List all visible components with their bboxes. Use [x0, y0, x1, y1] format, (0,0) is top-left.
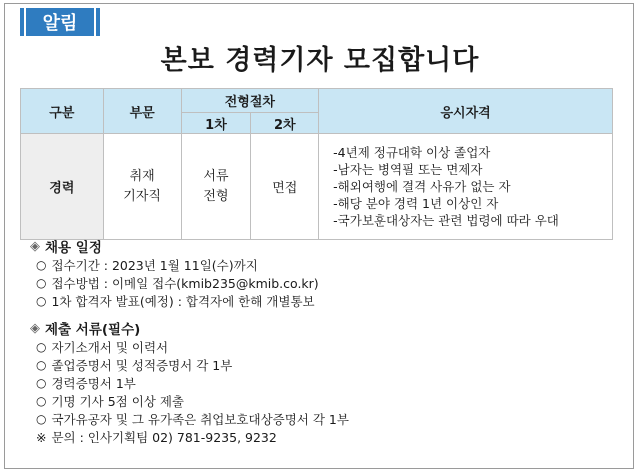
division-text: 취재 기자직	[123, 168, 161, 204]
circle-bullet-icon: ○	[36, 394, 47, 408]
circle-bullet-icon: ○	[36, 358, 47, 372]
circle-bullet-icon: ○	[36, 276, 47, 290]
document-item-text: 국가유공자 및 그 유가족은 취업보호대상증명서 각 1부	[51, 412, 349, 427]
qualification-item: -4년제 정규대학 이상 졸업자	[333, 145, 491, 160]
details-section	[30, 236, 620, 446]
schedule-heading	[30, 236, 620, 256]
list-item	[30, 374, 620, 392]
document-item-text: 졸업증명서 및 성적증명서 각 1부	[51, 358, 233, 373]
page-title: 본보 경력기자 모집합니다	[160, 45, 480, 76]
list-item	[30, 410, 620, 428]
header-qualification: 응시자격	[319, 89, 613, 134]
reference-mark-icon: ※	[36, 429, 47, 445]
header-round2: 2차	[251, 113, 319, 134]
cell-division	[103, 134, 181, 240]
circle-bullet-icon: ○	[36, 376, 47, 390]
list-item	[30, 338, 620, 356]
notice-label: 알림	[26, 8, 94, 36]
circle-bullet-icon: ○	[36, 258, 47, 272]
list-item	[30, 256, 620, 274]
circle-bullet-icon: ○	[36, 412, 47, 426]
recruitment-table	[20, 88, 613, 240]
list-item	[30, 292, 620, 310]
schedule-title: 채용 일정	[45, 240, 102, 256]
cell-qualifications	[319, 134, 613, 240]
header-round1: 1차	[181, 113, 251, 134]
qualification-item: -해당 분야 경력 1년 이상인 자	[333, 196, 499, 211]
list-item	[30, 356, 620, 374]
header-category: 구분	[21, 89, 104, 134]
document-item-text: 경력증명서 1부	[51, 376, 136, 391]
contact-line	[30, 428, 620, 446]
cell-round1	[181, 134, 251, 240]
schedule-item-text: 1차 합격자 발표(예정) : 합격자에 한해 개별통보	[51, 294, 315, 309]
round1-text: 서류 전형	[203, 168, 229, 204]
documents-heading	[30, 318, 620, 338]
documents-title: 제출 서류(필수)	[45, 322, 141, 338]
schedule-item-text: 접수기간 : 2023년 1월 11일(수)까지	[51, 258, 258, 273]
qualification-item: -해외여행에 결격 사유가 없는 자	[333, 179, 511, 194]
list-item	[30, 392, 620, 410]
circle-bullet-icon: ○	[36, 340, 47, 354]
cell-round2: 면접	[251, 134, 319, 240]
document-item-text: 기명 기사 5점 이상 제출	[51, 394, 185, 409]
notice-bar-left	[20, 8, 24, 36]
list-item	[30, 274, 620, 292]
header-division: 부문	[103, 89, 181, 134]
diamond-icon: ◈	[30, 238, 40, 254]
circle-bullet-icon: ○	[36, 294, 47, 308]
qualification-item: -남자는 병역필 또는 면제자	[333, 162, 483, 177]
header-process: 전형절차	[181, 89, 319, 113]
contact-text: 문의 : 인사기획팀 02) 781-9235, 9232	[51, 430, 277, 445]
schedule-item-text: 접수방법 : 이메일 접수(kmib235@kmib.co.kr)	[51, 276, 319, 291]
document-item-text: 자기소개서 및 이력서	[51, 340, 169, 355]
cell-category: 경력	[21, 134, 104, 240]
diamond-icon: ◈	[30, 320, 40, 336]
qualification-item: -국가보훈대상자는 관련 법령에 따라 우대	[333, 213, 559, 228]
notice-bar-right	[96, 8, 100, 36]
